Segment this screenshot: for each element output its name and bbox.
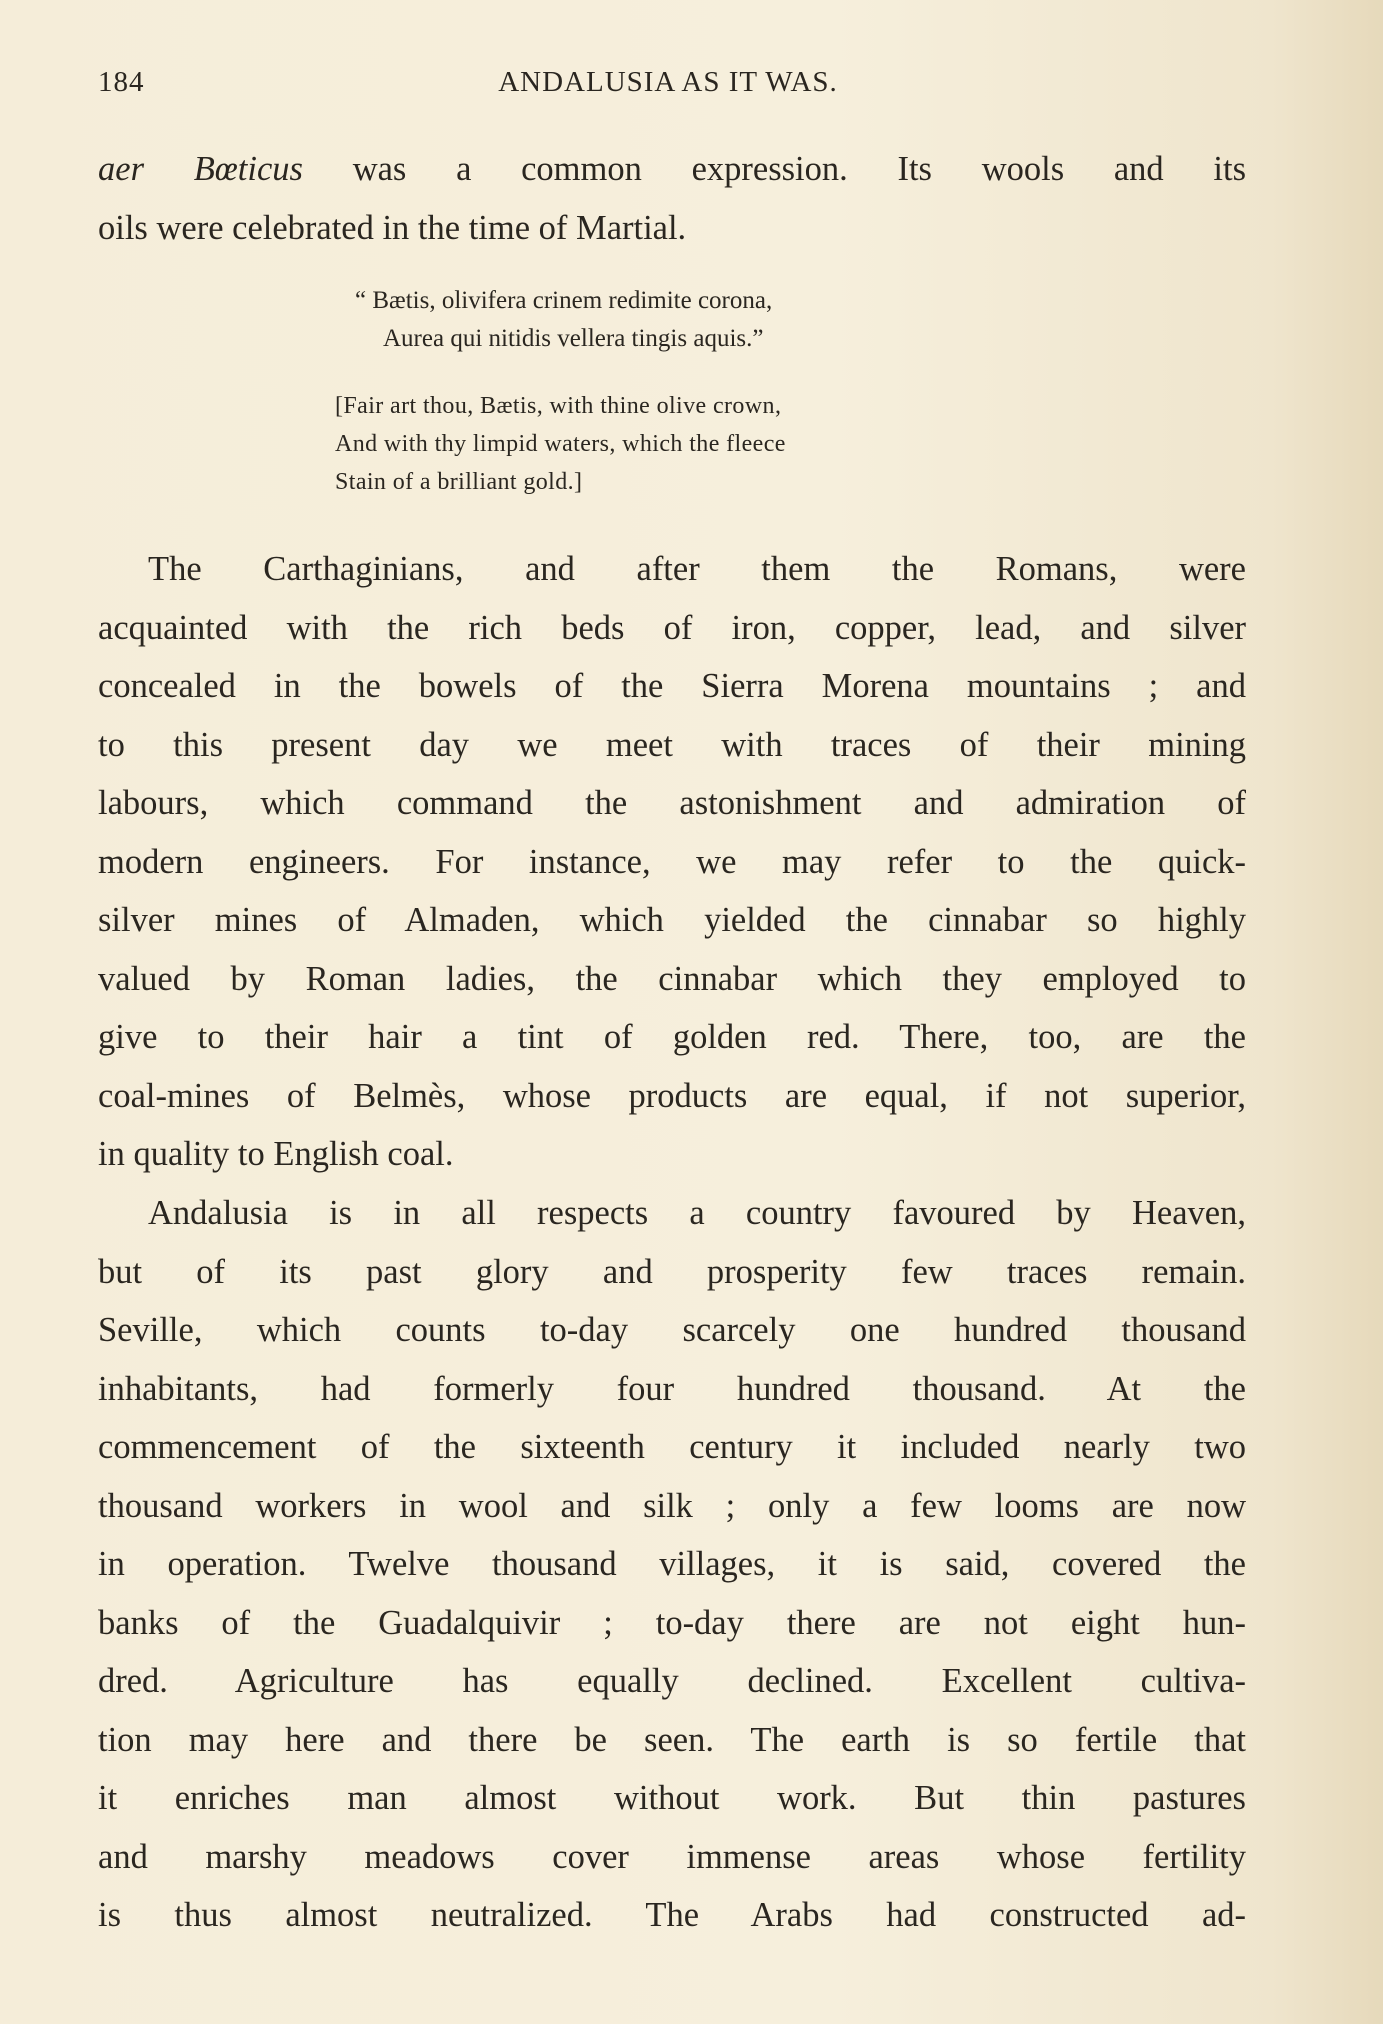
text-line: Andalusia is in all respects a country favoured by Heaven,: [148, 1194, 1246, 1232]
latin-verse: [355, 282, 772, 358]
text-line: valued by Roman ladies, the cinnabar which they employed to: [98, 959, 1246, 998]
text-line: in operation. Twelve thousand villages, it is said, covered the: [98, 1545, 1246, 1583]
text-line: modern engineers. For instance, we may refer to the quick-: [98, 842, 1246, 881]
text-line: Seville, which counts to-day scarcely one hundred thousand: [98, 1311, 1246, 1349]
text-line: to this present day we meet with traces of their mining: [98, 725, 1246, 764]
verse-line: “ Bætis, olivifera crinem redimite corona,: [355, 287, 773, 314]
text-line: tion may here and there be seen. The earth is so fertile that: [98, 1720, 1246, 1759]
text-line: give to their hair a tint of golden red. There, too, are the: [98, 1018, 1246, 1056]
verse-line: [Fair art thou, Bætis, with thine olive crown,: [335, 393, 782, 419]
verse-line: Aurea qui nitidis vellera tingis aquis.”: [383, 325, 764, 352]
text-line: oils were celebrated in the time of Martial.: [98, 208, 687, 247]
page-header: [98, 66, 1248, 106]
text-line: in quality to English coal.: [98, 1135, 454, 1173]
text-line: concealed in the bowels of the Sierra Morena mountains ; and: [98, 667, 1246, 705]
text-line: inhabitants, had formerly four hundred thousand. At the: [98, 1369, 1246, 1408]
text-line: but of its past glory and prosperity few traces remain.: [98, 1252, 1246, 1291]
paragraph-2: [98, 540, 1246, 1184]
text-line: coal-mines of Belmès, whose products are equal, if not superior,: [98, 1076, 1246, 1115]
page-number: 184: [98, 66, 145, 98]
text-line: and marshy meadows cover immense areas whose fertility: [98, 1837, 1246, 1876]
paragraph-1: [98, 140, 1246, 257]
text-line: acquainted with the rich beds of iron, copper, lead, and silver: [98, 608, 1246, 647]
paragraph-3: [98, 1184, 1246, 1945]
text-line: labours, which command the astonishment and admiration of: [98, 784, 1246, 822]
verse-line: Stain of a brilliant gold.]: [335, 469, 583, 495]
text-line: thousand workers in wool and silk ; only a few looms are now: [98, 1486, 1246, 1525]
text-line: The Carthaginians, and after them the Romans, were: [148, 550, 1246, 588]
text-line: it enriches man almost without work. But thin pastures: [98, 1779, 1246, 1817]
verse-translation: [335, 387, 786, 501]
text-line: commencement of the sixteenth century it included nearly two: [98, 1428, 1246, 1466]
text-line: silver mines of Almaden, which yielded the cinnabar so highly: [98, 901, 1246, 939]
text-line: banks of the Guadalquivir ; to-day there are not eight hun-: [98, 1603, 1246, 1642]
italic-phrase: aer Bœticus: [98, 150, 303, 188]
text-line: aer Bœticus was a common expression. Its wools and its: [98, 150, 1246, 188]
verse-line: And with thy limpid waters, which the fleece: [335, 431, 786, 457]
text-line: is thus almost neutralized. The Arabs had constructed ad-: [98, 1896, 1246, 1934]
text-line: dred. Agriculture has equally declined. Excellent cultiva-: [98, 1662, 1246, 1700]
running-title: ANDALUSIA AS IT WAS.: [498, 66, 838, 98]
